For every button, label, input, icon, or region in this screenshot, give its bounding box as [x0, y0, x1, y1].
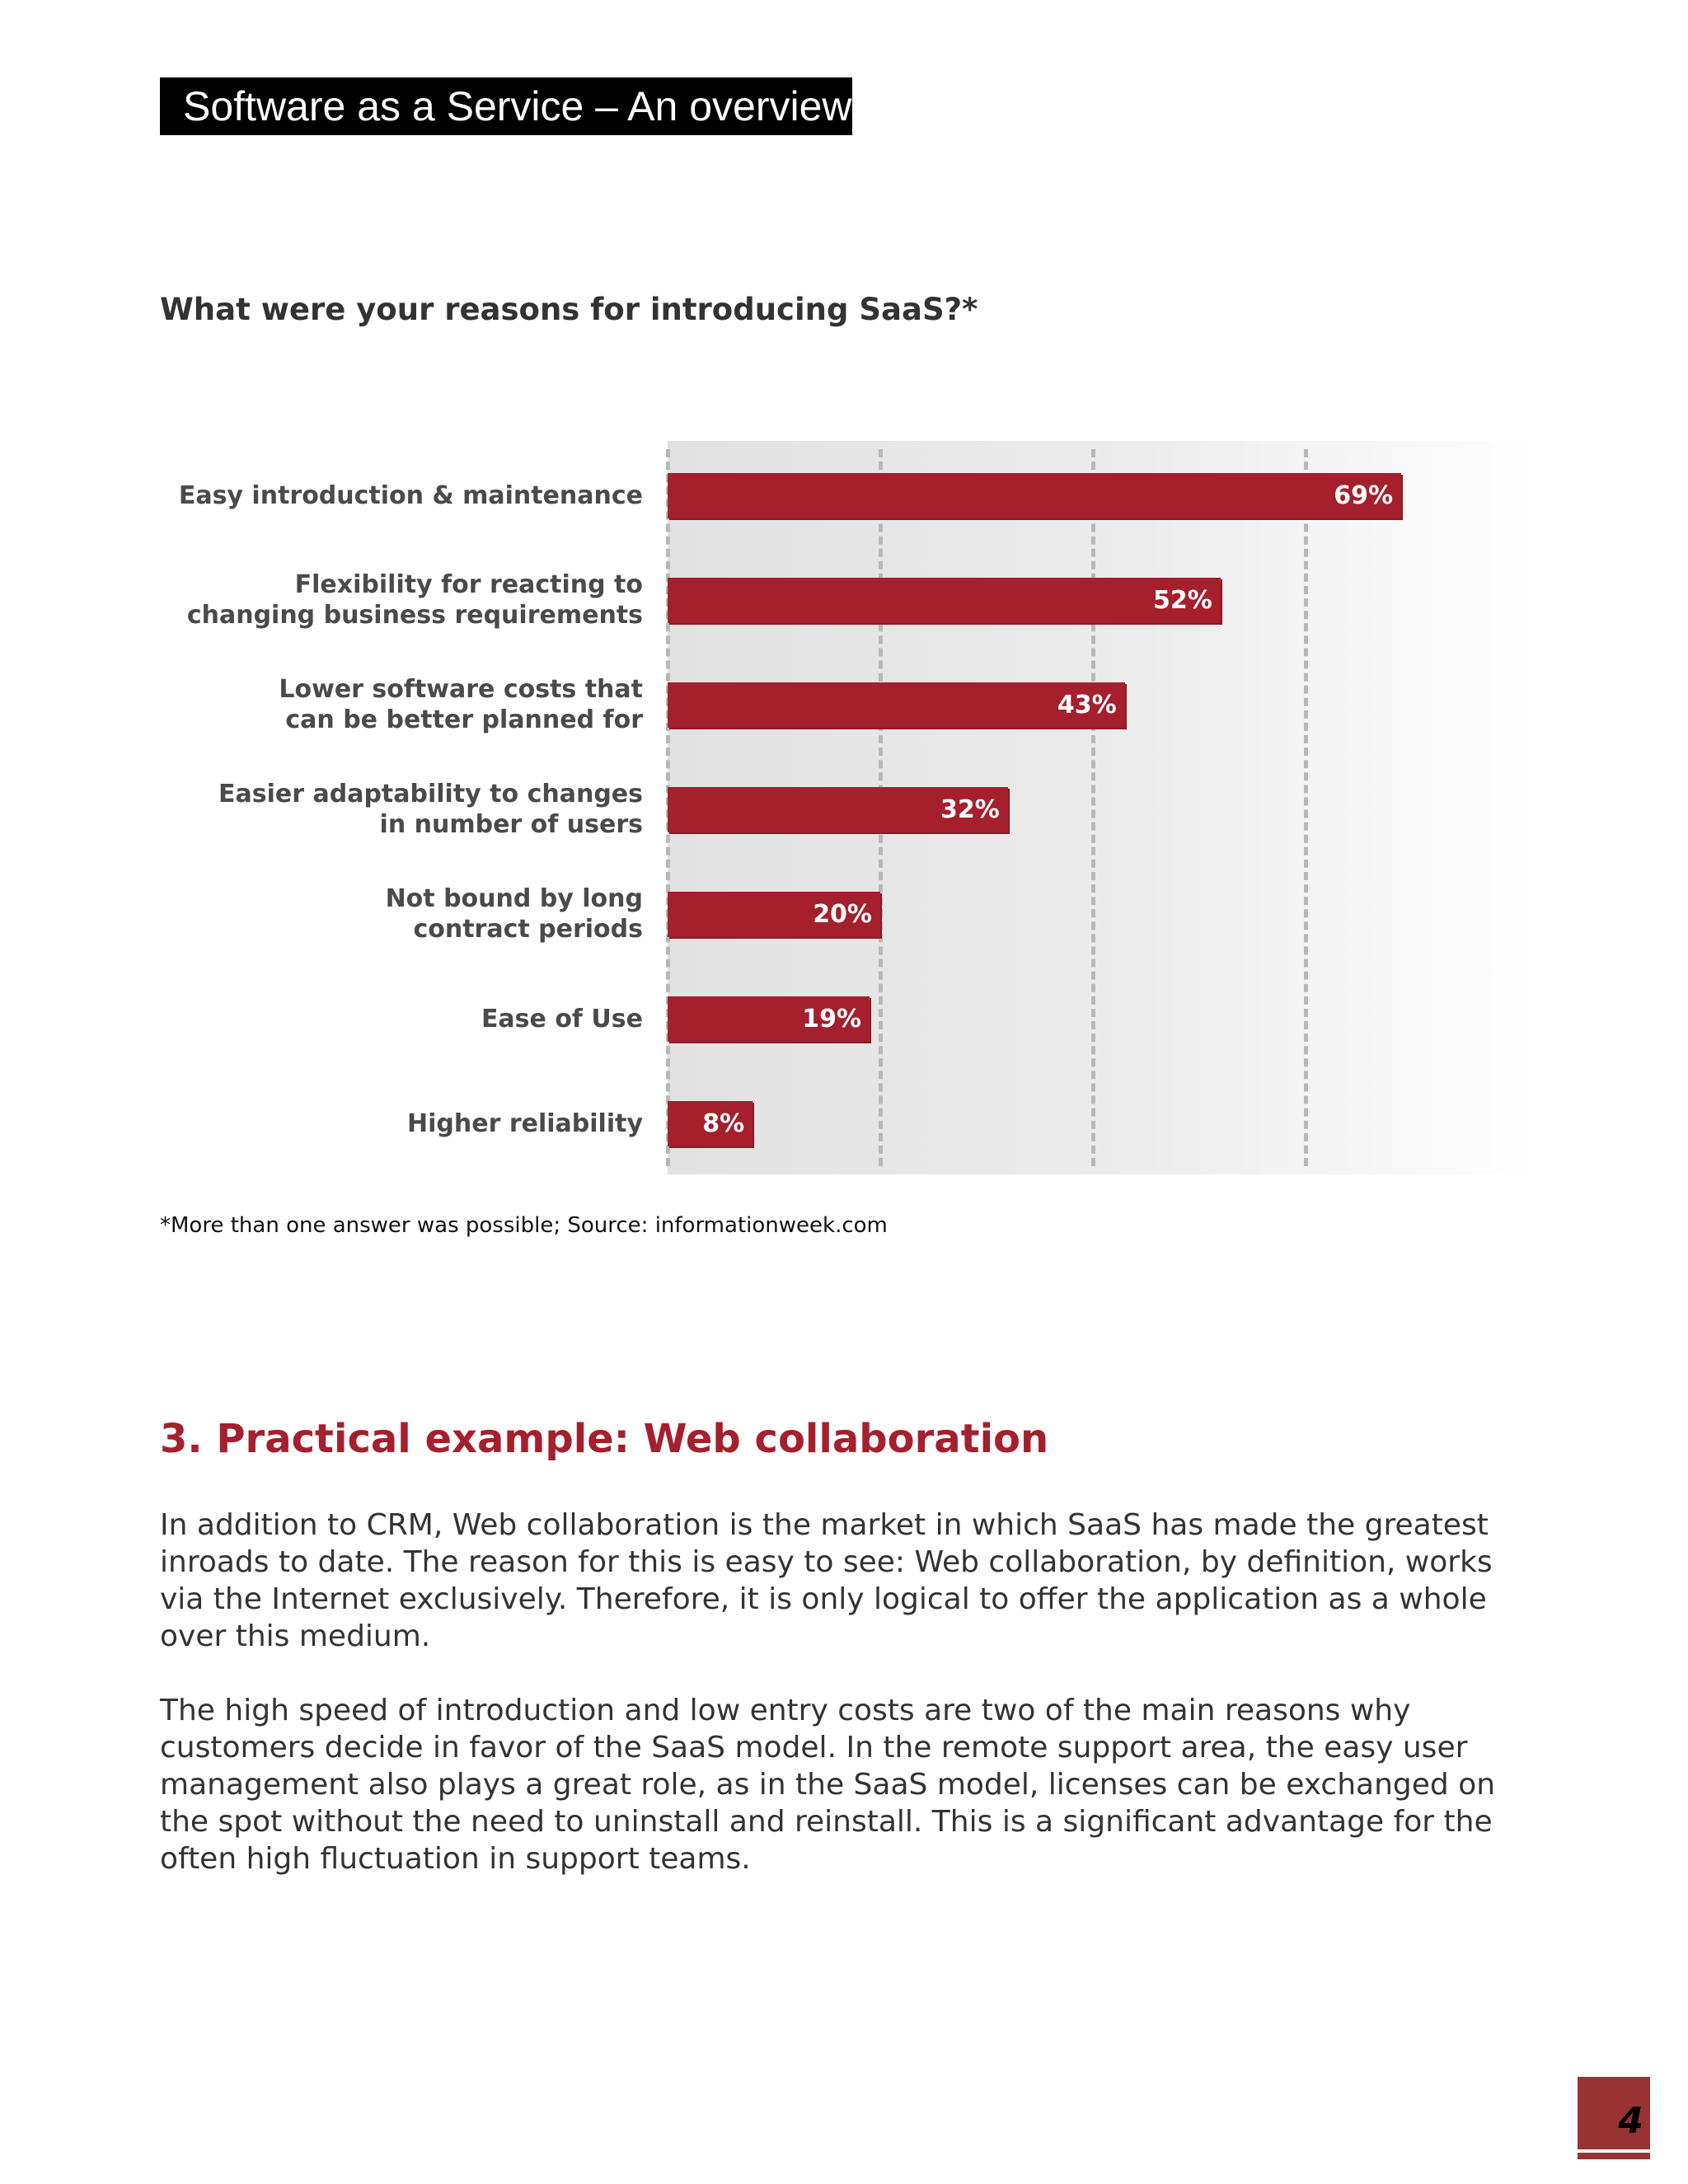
bar-value-label: 43% — [1057, 691, 1117, 719]
category-label: Flexibility for reacting to changing business requirements — [186, 570, 643, 630]
gridline — [1304, 449, 1308, 1166]
chart-question: What were your reasons for introducing SaaS?* — [160, 292, 978, 327]
bar-value-label: 69% — [1334, 481, 1394, 510]
category-label: Ease of Use — [481, 1004, 643, 1033]
paragraph: The high speed of introduction and low entry costs are two of the main reasons why customers decide in favor of the SaaS model. In the remote support area, the easy user management also plays a great role, as in the SaaS model, licenses can be exchanged on the spot without the need to uninstall and reinstall. This is a significant advantage for the often high fluctuation in support teams. — [160, 1694, 1496, 1876]
section-heading: 3. Practical example: Web collaboration — [160, 1416, 1049, 1462]
bar-value-label: 19% — [802, 1005, 862, 1033]
category-label: Easy introduction & maintenance — [178, 480, 643, 510]
bar — [668, 892, 880, 937]
bar — [668, 787, 1008, 832]
bar — [668, 996, 870, 1042]
paragraph: In addition to CRM, Web collaboration is the market in which SaaS has made the greatest inroads to date. The reason for this is easy to see: Web collaboration, by definition, works via the Internet exclusively. Therefore, it is only logical to offer the application as a whole over this medium. — [160, 1508, 1493, 1653]
gridline — [1091, 449, 1095, 1166]
bar — [668, 1101, 753, 1146]
bar-value-label: 20% — [813, 900, 872, 929]
bar-chart — [157, 441, 1533, 1174]
chart-footnote: *More than one answer was possible; Source: informationweek.com — [160, 1213, 888, 1238]
bar-value-label: 32% — [940, 795, 1000, 824]
header-title: Software as a Service – An overview — [160, 77, 852, 135]
bar-value-label: 8% — [702, 1109, 745, 1138]
category-label: Higher reliability — [407, 1108, 643, 1138]
category-label: Easier adaptability to changes in number of users — [218, 780, 643, 839]
category-label: Not bound by long contract periods — [385, 884, 643, 944]
bar — [668, 473, 1401, 518]
page-number-underline — [1578, 2149, 1650, 2153]
bar — [668, 578, 1221, 623]
page-number: 4 — [1618, 2100, 1643, 2142]
bar — [668, 682, 1125, 728]
bar-value-label: 52% — [1152, 586, 1212, 615]
category-label: Lower software costs that can be better planned for — [279, 675, 643, 734]
